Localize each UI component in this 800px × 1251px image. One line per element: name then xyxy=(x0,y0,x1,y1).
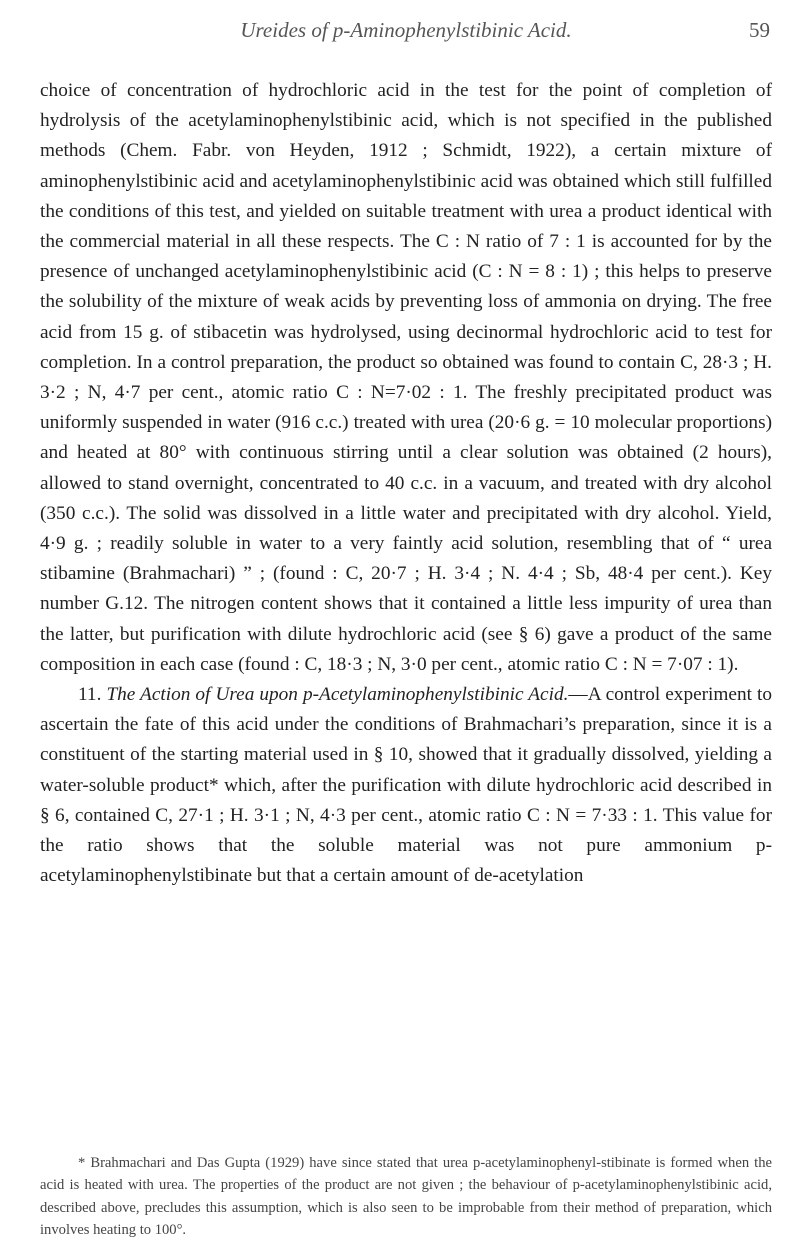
section-dash: — xyxy=(568,684,588,706)
page-number: 59 xyxy=(749,18,770,42)
article-body xyxy=(40,76,772,891)
paragraph-section-11 xyxy=(40,680,772,891)
section-number: 11. xyxy=(78,684,102,706)
section-title: The Action of Urea upon p-Acetylaminophenylstibinic Acid. xyxy=(106,684,569,706)
paragraph-continued: choice of concentration of hydrochloric acid in the test for the point of completion of hydrolysis of the acetylaminophenylstibinic acid, which is not specified in the published methods (Chem. Fabr. von Heyden, 1912 ; Schmidt, 1922), a certain mixture of aminophenylstibinic acid and acetylaminophenylstibinic acid was obtained which still fulfilled the conditions of this test, and yielded on suitable treatment with urea a product identical with the commercial material in all these respects. The C : N ratio of 7 : 1 is accounted for by the presence of unchanged acetylaminophenylstibinic acid (C : N = 8 : 1) ; this helps to preserve the solubility of the mixture of weak acids by preventing loss of ammonia on drying. The free acid from 15 g. of stibacetin was hydrolysed, using decinormal hydrochloric acid to test for completion. In a control preparation, the product so obtained was found to contain C, 28·3 ; H. 3·2 ; N, 4·7 per cent., atomic ratio C : N=7·02 : 1. The freshly precipitated product was uniformly suspended in water (916 c.c.) treated with urea (20·6 g. = 10 molecular proportions) and heated at 80° with continuous stirring until a clear solution was obtained (2 hours), allowed to stand overnight, concentrated to 40 c.c. in a vacuum, and treated with dry alcohol (350 c.c.). The solid was dissolved in a little water and precipitated with dry alcohol. Yield, 4·9 g. ; readily soluble in water to a very faintly acid solution, resembling that of “ urea stibamine (Brahmachari) ” ; (found : C, 20·7 ; H. 3·4 ; N. 4·4 ; Sb, 48·4 per cent.). Key number G.12. The nitrogen content shows that it contained a little less impurity of urea than the latter, but purification with dilute hydrochloric acid (see § 6) gave a product of the same composition in each case (found : C, 18·3 ; N, 3·0 per cent., atomic ratio C : N = 7·07 : 1). xyxy=(40,80,772,675)
footnote: * Brahmachari and Das Gupta (1929) have since stated that urea p-acetylaminophenyl-stibinate is formed when the acid is heated with urea. The properties of the product are not given ; the behaviour of p-acetylaminophenylstibinic acid, described above, precludes this assumption, which is also seen to be improbable from their method of preparation, which involves heating to 100°. xyxy=(40,1155,772,1239)
running-title: Ureides of p-Aminophenylstibinic Acid. xyxy=(240,18,572,42)
section-text: A control experiment to ascertain the fate of this acid under the conditions of Brahmachari’s preparation, since it is a constituent of the starting material used in § 10, showed that it gradually dissolved, yielding a water-soluble product* which, after the purification with dilute hydrochloric acid described in § 6, contained C, 27·1 ; H. 3·1 ; N, 4·3 per cent., atomic ratio C : N = 7·33 : 1. This value for the ratio shows that the soluble material was not pure ammonium p-acetylaminophenylstibinate but that a certain amount of de-acetylation xyxy=(40,684,773,887)
running-header xyxy=(40,14,772,58)
